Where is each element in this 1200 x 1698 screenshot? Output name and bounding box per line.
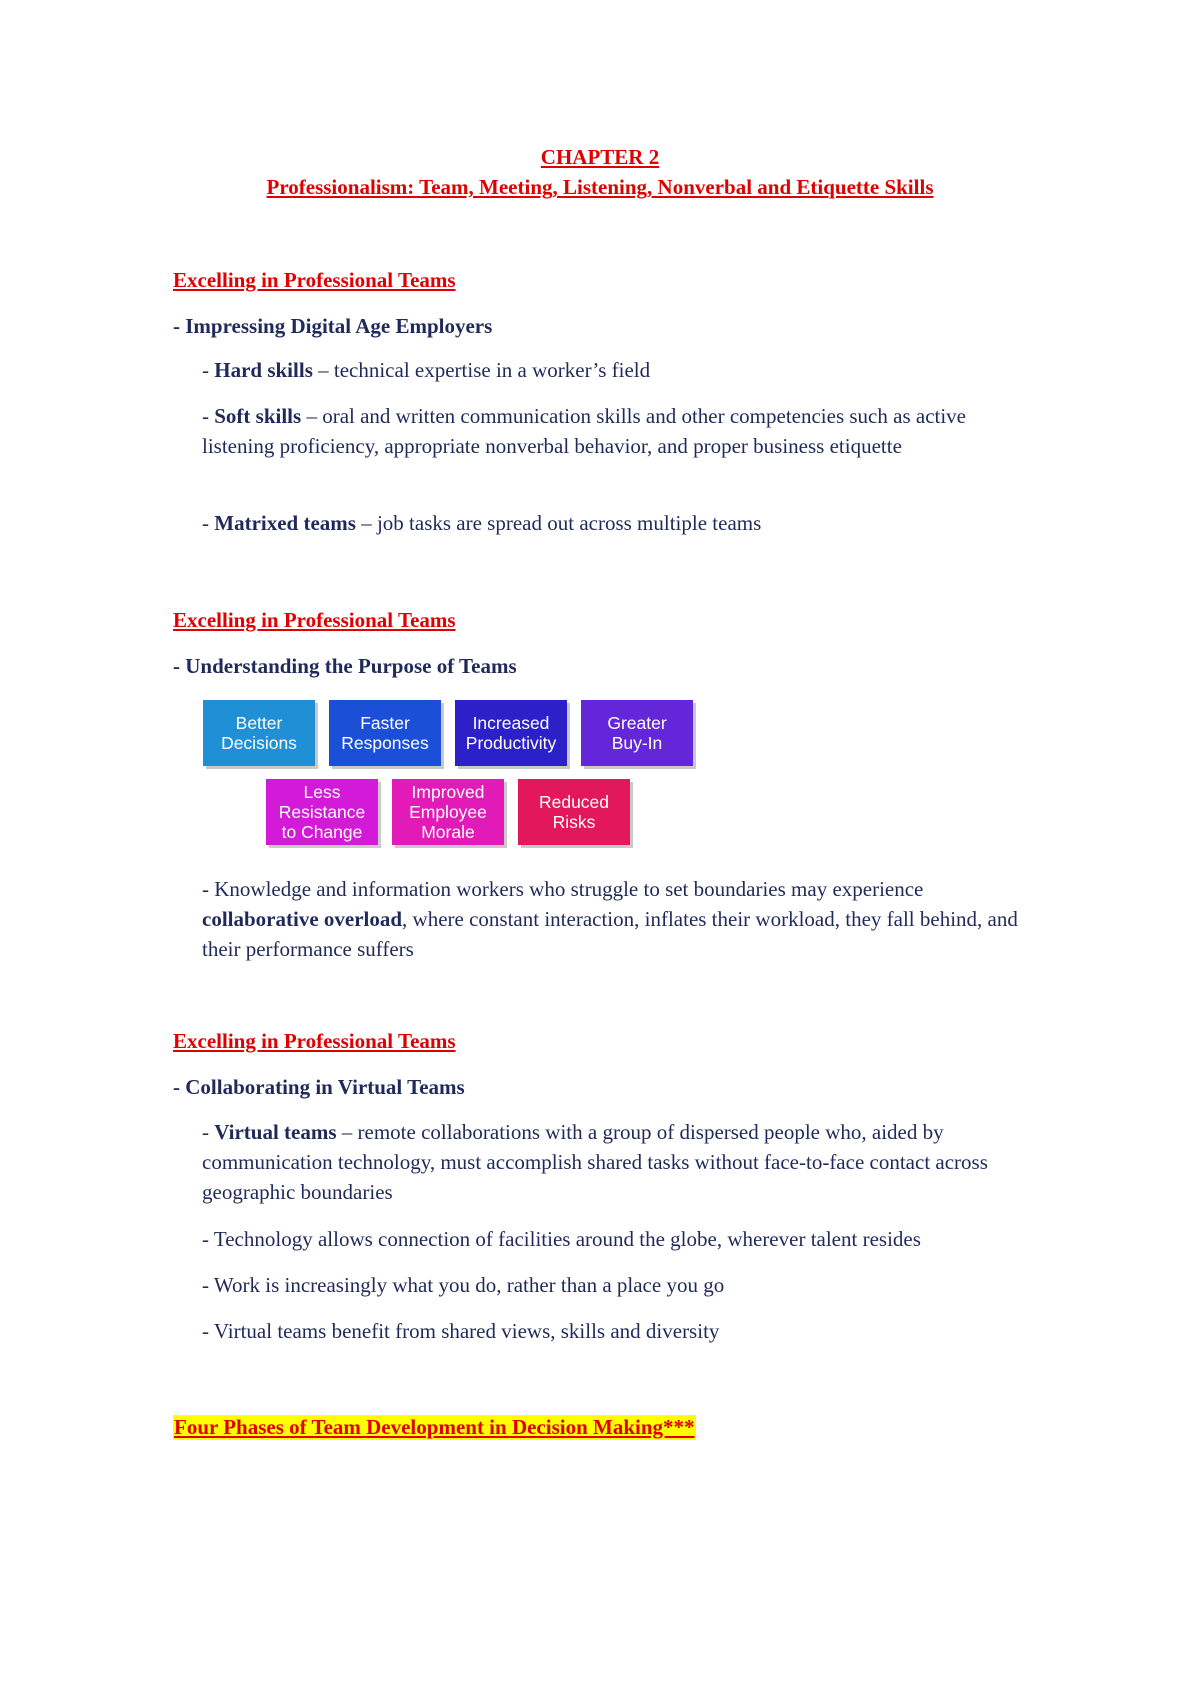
section-1-subheading: - Impressing Digital Age Employers — [173, 314, 493, 338]
virtual-point-3: - Virtual teams benefit from shared views, skills and diversity — [202, 1319, 720, 1343]
virtual-point-1: - Technology allows connection of facilities around the globe, wherever talent resides — [202, 1227, 921, 1251]
matrixed-teams-item: - Matrixed teams – job tasks are spread out across multiple teams — [202, 511, 762, 535]
box-improved-morale: Improved Employee Morale — [392, 779, 504, 845]
virtual-teams-term: Virtual teams — [214, 1120, 337, 1144]
collaborative-overload-note: - Knowledge and information workers who struggle to set boundaries may experience collaborative overload, where constant interaction, inflates their workload, they fall behind, and their performance suffers — [202, 877, 1018, 961]
virtual-teams-definition: - Virtual teams – remote collaborations with a group of dispersed people who, aided by communication technology, must accomplish shared tasks without face-to-face contact across geographic boundaries — [202, 1120, 988, 1204]
section-1-heading: Excelling in Professional Teams — [173, 268, 456, 292]
section-3-heading: Excelling in Professional Teams — [173, 1029, 456, 1053]
soft-skills-item: - Soft skills – oral and written communication skills and other competencies such as active listening proficiency, appropriate nonverbal behavior, and proper business etiquette — [202, 404, 967, 458]
box-less-resistance: Less Resistance to Change — [266, 779, 378, 845]
section-4-heading: Four Phases of Team Development in Decision Making*** — [174, 1415, 695, 1439]
box-faster-responses: Faster Responses — [329, 700, 441, 766]
box-increased-productivity: Increased Productivity — [455, 700, 567, 766]
box-better-decisions: Better Decisions — [203, 700, 315, 766]
soft-skills-term: Soft skills — [214, 404, 302, 428]
box-reduced-risks: Reduced Risks — [518, 779, 630, 845]
section-2-subheading: - Understanding the Purpose of Teams — [173, 654, 517, 678]
chapter-number: CHAPTER 2 — [540, 145, 660, 169]
chapter-title: Professionalism: Team, Meeting, Listening, Nonverbal and Etiquette Skills — [266, 175, 934, 199]
hard-skills-term: Hard skills — [214, 358, 313, 382]
section-2-heading: Excelling in Professional Teams — [173, 608, 456, 632]
hard-skills-item: - Hard skills – technical expertise in a worker’s field — [202, 358, 651, 382]
section-3-subheading: - Collaborating in Virtual Teams — [173, 1075, 465, 1099]
matrixed-teams-term: Matrixed teams — [214, 511, 356, 535]
collaborative-overload-term: collaborative overload — [202, 907, 403, 931]
virtual-point-2: - Work is increasingly what you do, rather than a place you go — [202, 1273, 725, 1297]
box-greater-buy-in: Greater Buy-In — [581, 700, 693, 766]
